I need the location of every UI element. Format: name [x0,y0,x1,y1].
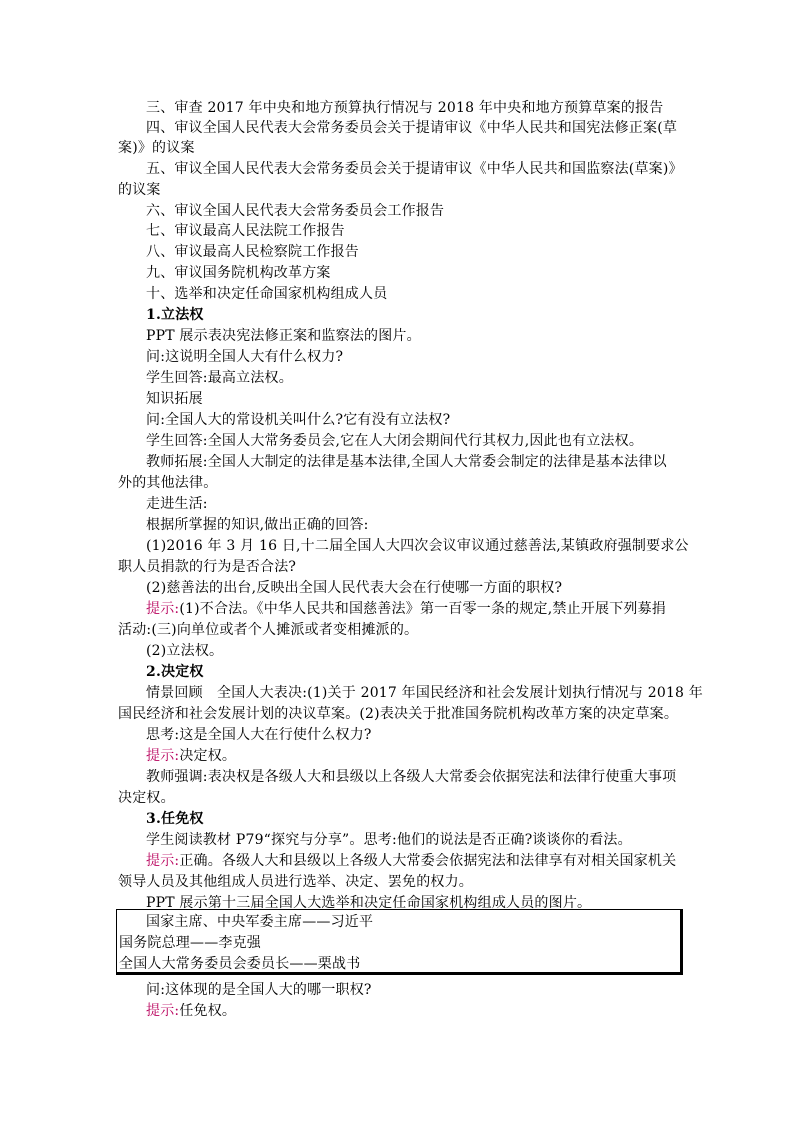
paragraph: 情景回顾 全国人大表决:(1)关于 2017 年国民经济和社会发展计划执行情况与 2018 年 [146,685,704,701]
paragraph: 教师拓展:全国人大制定的法律是基本法律,全国人大常委会制定的法律是基本法律以 [146,454,667,470]
agenda-item-7: 七、审议最高人民法院工作报告 [146,223,345,239]
paragraph: 学生阅读教材 P79“探究与分享”。思考:他们的说法是否正确?谈谈你的看法。 [146,832,632,848]
tip-label: 提示: [146,1003,180,1019]
paragraph: PPT 展示第十三届全国人大选举和决定任命国家机构组成人员的图片。 [146,895,592,911]
agenda-item-4-cont: 案)》的议案 [118,140,195,156]
box-line-chairman: 全国人大常务委员会委员长——栗战书 [119,956,361,972]
agenda-item-3: 三、审查 2017 年中央和地方预算执行情况与 2018 年中央和地方预算草案的报告 [146,100,664,116]
paragraph: (2)立法权。 [146,643,224,659]
tip-text: 任免权。 [179,1003,237,1019]
agenda-item-8: 八、审议最高人民检察院工作报告 [146,244,359,260]
tip-line [146,746,236,766]
paragraph: 问:这说明全国人大有什么权力? [146,349,344,365]
agenda-item-10: 十、选举和决定任命国家机构组成人员 [146,286,388,302]
box-line-premier: 国务院总理——李克强 [119,935,261,951]
paragraph: 问:全国人大的常设机关叫什么?它有没有立法权? [146,412,451,428]
section-heading-legislative: 1.立法权 [146,307,204,323]
paragraph: 走进生活: [146,496,208,512]
paragraph: 决定权。 [118,790,175,806]
agenda-item-5-cont: 的议案 [118,182,161,198]
paragraph: (2)慈善法的出台,反映出全国人民代表大会在行使哪一方面的职权? [146,580,563,596]
paragraph: 知识拓展 [146,391,203,407]
tip-label: 提示: [146,601,180,617]
paragraph: 学生回答:最高立法权。 [146,370,293,386]
tip-label: 提示: [146,853,180,869]
tip-text: 决定权。 [179,748,237,764]
paragraph: 活动:(三)向单位或者个人摊派或者变相摊派的。 [118,622,419,638]
tip-line [146,851,676,871]
paragraph: 领导人员及其他组成人员进行选举、决定、罢免的权力。 [118,874,473,890]
agenda-item-4: 四、审议全国人民代表大会常务委员会关于提请审议《中华人民共和国宪法修正案(草 [146,120,678,136]
paragraph: PPT 展示表决宪法修正案和监察法的图片。 [146,328,421,344]
tip-label: 提示: [146,748,180,764]
section-heading-appointment: 3.任免权 [146,811,204,827]
tip-text: (1)不合法。《中华人民共和国慈善法》第一百零一条的规定,禁止开展下列募捐 [179,601,667,617]
tip-text: 正确。各级人大和县级以上各级人大常委会依据宪法和法律享有对相关国家机关 [179,853,677,869]
paragraph: (1)2016 年 3 月 16 日,十二届全国人大四次会议审议通过慈善法,某镇政府强制要求公 [146,538,689,554]
paragraph: 职人员捐款的行为是否合法? [118,559,297,575]
tip-line [146,1001,236,1021]
paragraph: 根据所掌握的知识,做出正确的回答: [146,517,369,533]
section-heading-decision: 2.决定权 [146,664,204,680]
agenda-item-6: 六、审议全国人民代表大会常务委员会工作报告 [146,203,445,219]
paragraph: 国民经济和社会发展计划的决议草案。(2)表决关于批准国务院机构改革方案的决定草案。 [118,706,679,722]
paragraph: 教师强调:表决权是各级人大和县级以上各级人大常委会依据宪法和法律行使重大事项 [146,769,677,785]
agenda-item-5: 五、审议全国人民代表大会常务委员会关于提请审议《中华人民共和国监察法(草案)》 [146,161,683,177]
paragraph: 外的其他法律。 [118,475,218,491]
paragraph: 问:这体现的是全国人大的哪一职权? [146,982,372,998]
box-line-president: 国家主席、中央军委主席——习近平 [146,914,374,930]
paragraph: 思考:这是全国人大在行使什么权力? [146,727,372,743]
tip-line [146,599,666,619]
agenda-item-9: 九、审议国务院机构改革方案 [146,265,331,281]
paragraph: 学生回答:全国人大常务委员会,它在人大闭会期间代行其权力,因此也有立法权。 [146,433,644,449]
